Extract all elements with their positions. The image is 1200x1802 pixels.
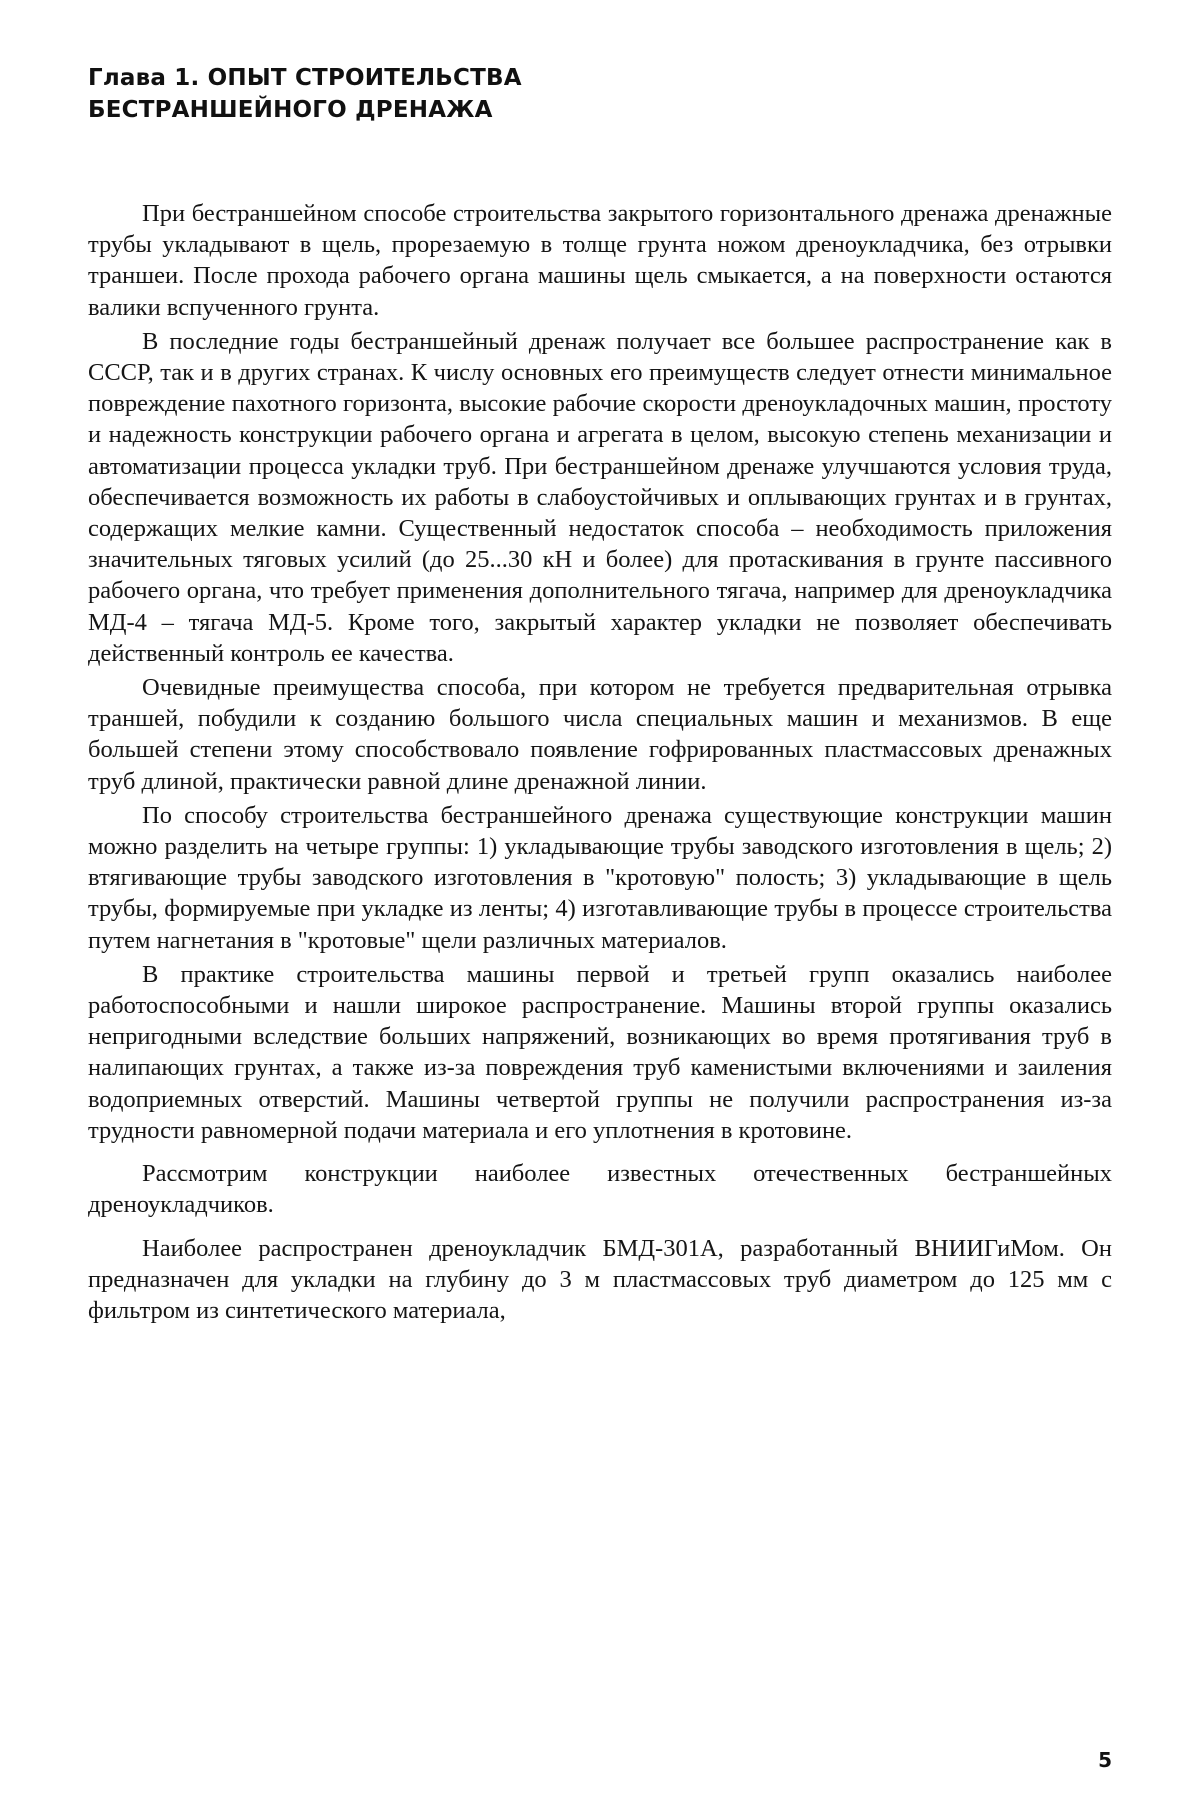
paragraph: В практике строительства машины первой и третьей групп оказались наиболее работоспособными и нашли широкое распространение. Машины второй группы оказались непригодными вследствие больших напряжений, возникающих во время протягивания труб в налипающих грунтах, а также из-за повреждения труб каменистыми включениями и заиления водоприемных отверстий. Машины четвертой группы не получили распространения из-за трудности равномерной подачи материала и его уплотнения в кротовине. [88,960,1112,1144]
paragraph: Наиболее распространен дреноукладчик БМД-301А, разработанный ВНИИГиМом. Он предназначен для укладки на глубину до 3 м пластмассовых труб диаметром до 125 мм с фильтром из синтетического материала, [88,1234,1112,1324]
paragraph: В последние годы бестраншейный дренаж получает все большее распространение как в СССР, так и в других странах. К числу основных его преимуществ следует отнести минимальное повреждение пахотного горизонта, высокие рабочие скорости дреноукладочных машин, простоту и надежность конструкции рабочего органа и агрегата в целом, высокую степень механизации и автоматизации процесса укладки труб. При бестраншейном дренаже улучшаются условия труда, обеспечивается возможность их работы в слабоустойчивых и оплывающих грунтах и в грунтах, содержащих мелкие камни. Существенный недостаток способа – необходимость приложения значительных тяговых усилий (до 25...30 кН и более) для протаскивания в грунте пассивного рабочего органа, что требует применения дополнительного тягача, например для дреноукладчика МД-4 – тягача МД-5. Кроме того, закрытый характер укладки не позволяет обеспечивать действенный контроль ее качества. [88,327,1112,667]
paragraph: Рассмотрим конструкции наиболее известных отечественных бестраншейных дреноукладчиков. [88,1160,1112,1219]
paragraph: Очевидные преимущества способа, при котором не требуется предварительная отрывка траншей, побудили к созданию большого числа специальных машин и механизмов. В еще большей степени этому способствовало появление гофрированных пластмассовых дренажных труб длиной, практически равной длине дренажной линии. [88,674,1112,795]
page-number: 5 [1098,1748,1112,1772]
chapter-heading-line-1: Глава 1. ОПЫТ СТРОИТЕЛЬСТВА [88,65,522,91]
paragraph: По способу строительства бестраншейного дренажа существующие конструкции машин можно разделить на четыре группы: 1) укладывающие трубы заводского изготовления в щель; 2) втягивающие трубы заводского изготовления в "кротовую" полость; 3) укладывающие в щель трубы, формируемые при укладке из ленты; 4) изготавливающие трубы в процессе строительства путем нагнетания в "кротовые" щели различных материалов. [88,801,1112,954]
chapter-heading [88,62,988,126]
body-text [88,198,1112,1326]
paragraph: При бестраншейном способе строительства закрытого горизонтального дренажа дренажные трубы укладывают в щель, прорезаемую в толще грунта ножом дреноукладчика, без отрывки траншеи. После прохода рабочего органа машины щель смыкается, а на поверхности остаются валики вспученного грунта. [88,200,1112,321]
chapter-heading-line-2: БЕСТРАНШЕЙНОГО ДРЕНАЖА [88,97,493,123]
